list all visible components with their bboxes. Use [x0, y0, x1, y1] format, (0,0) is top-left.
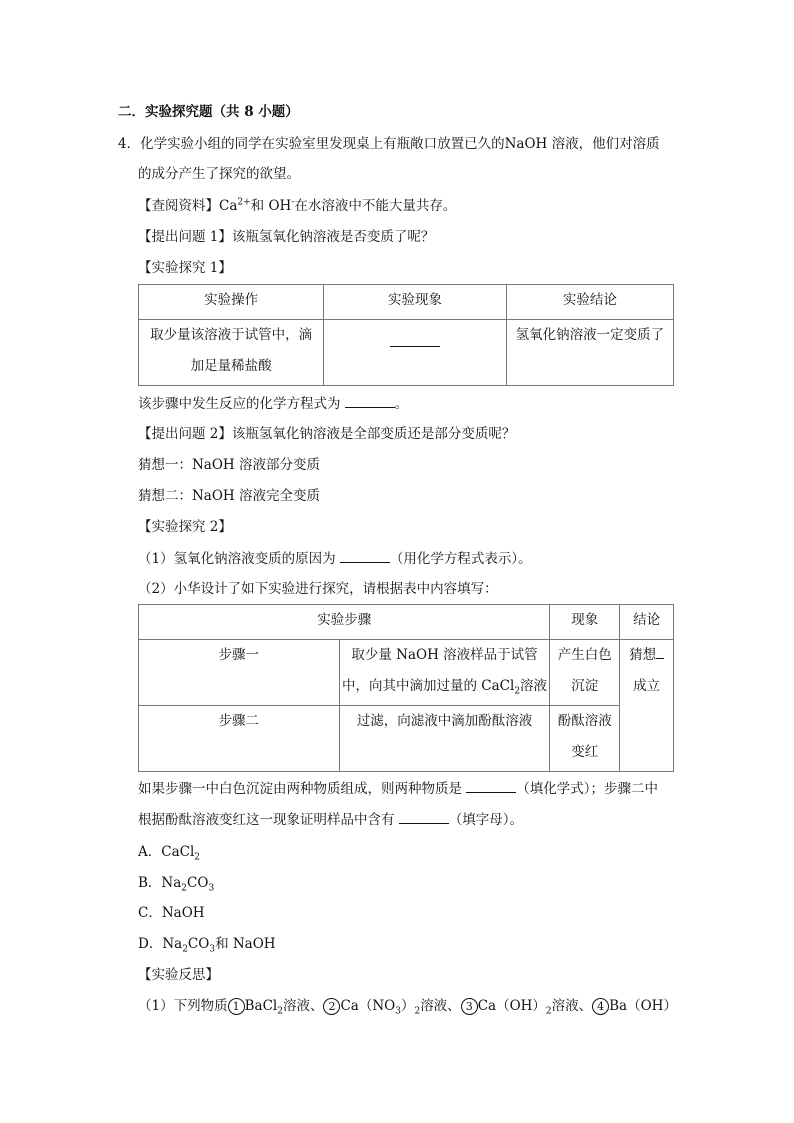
reflection-part-1: （1）下列物质 1 BaCl$_2$溶液、 2 $Ca(NO_3)_2$溶液、 3 $Ca(OH)_2$溶液、 4 Ba（OH） [138, 998, 677, 1017]
option-c[interactable]: C．NaOH [138, 905, 205, 921]
table2-step1-action: 取少量 NaOH 溶液样品于试管 中，向其中滴加过量的 CaCl$_2$溶液 [339, 640, 550, 706]
table1-conclusion: 氢氧化钠溶液一定变质了 [506, 320, 673, 386]
experiment-2-table [138, 604, 674, 772]
table2-step2-phenomenon: 酚酞溶液 变红 [550, 706, 620, 772]
table2-step2-action: 过滤，向滤液中滴加酚酞溶液 [339, 706, 550, 772]
guess-1: 猜想一：NaOH 溶液部分变质 [138, 457, 320, 473]
question-number: 4． [118, 136, 141, 152]
conclusion-blank[interactable] [656, 644, 664, 659]
precipitate-blank[interactable] [466, 778, 516, 793]
experiment-2-title: 【实验探究 2】 [138, 519, 232, 535]
guess-2: 猜想二：NaOH 溶液完全变质 [138, 488, 320, 504]
question-line1 [118, 134, 660, 154]
letter-blank[interactable] [399, 809, 449, 824]
table1-header-conclusion: 实验结论 [506, 285, 673, 320]
table2-header-conclusion: 结论 [620, 605, 674, 640]
reflection-title: 【实验反思】 [138, 967, 219, 983]
experiment-1-title: 【实验探究 1】 [138, 260, 232, 276]
circled-4: 4 [592, 998, 609, 1015]
table2-conclusion: 猜想 成立 [620, 640, 674, 772]
problem-2: 【提出问题 2】该瓶氢氧化钠溶液是全部变质还是部分变质呢？ [138, 426, 516, 442]
problem-1: 【提出问题 1】该瓶氢氧化钠溶液是否变质了呢？ [138, 229, 435, 245]
table1-phenomenon-blank[interactable] [324, 320, 506, 386]
paragraph-line2: 根据酚酞溶液变红这一现象证明样品中含有 （填字母）。 [138, 809, 523, 830]
table1-header-phenomenon: 实验现象 [324, 285, 506, 320]
question-text: 化学实验小组的同学在实验室里发现桌上有瓶敞口放置已久的NaOH 溶液，他们对溶质 [140, 136, 660, 152]
table2-step1-phenomenon: 产生白色 沉淀 [550, 640, 620, 706]
circled-1: 1 [228, 998, 245, 1015]
section-title: 二．实验探究题（共 8 小题） [118, 104, 299, 120]
table2-step2-label: 步骤二 [139, 706, 340, 772]
info-line: 【查阅资料】$Ca^{2+}$和 OH-在水溶液中不能大量共存。 [138, 197, 457, 214]
circled-2: 2 [323, 998, 340, 1015]
part-2: （2）小华设计了如下实验进行探究，请根据表中内容填写： [138, 581, 498, 597]
paragraph-line1: 如果步骤一中白色沉淀由两种物质组成，则两种物质是 （填化学式）；步骤二中 [138, 778, 658, 799]
table2-header-phenomenon: 现象 [550, 605, 620, 640]
table2-header-steps: 实验步骤 [139, 605, 550, 640]
equation-line: 该步骤中发生反应的化学方程式为 。 [138, 393, 408, 414]
option-b[interactable]: B．$Na_2CO_3$ [138, 875, 215, 894]
part-1-blank[interactable] [340, 548, 390, 563]
experiment-1-table [138, 284, 674, 386]
equation-blank[interactable] [345, 393, 395, 408]
table1-operation: 取少量该溶液于试管中，滴 加足量稀盐酸 [139, 320, 324, 386]
table2-step1-label: 步骤一 [139, 640, 340, 706]
option-d[interactable]: D．$Na_2CO_3$和 NaOH [138, 936, 276, 955]
table1-header-operation: 实验操作 [139, 285, 324, 320]
circled-3: 3 [461, 998, 478, 1015]
question-line2: 的成分产生了探究的欲望。 [138, 166, 300, 182]
option-a[interactable]: A．CaCl$_2$ [138, 844, 201, 863]
part-1: （1）氢氧化钠溶液变质的原因为 （用化学方程式表示）。 [138, 548, 532, 569]
